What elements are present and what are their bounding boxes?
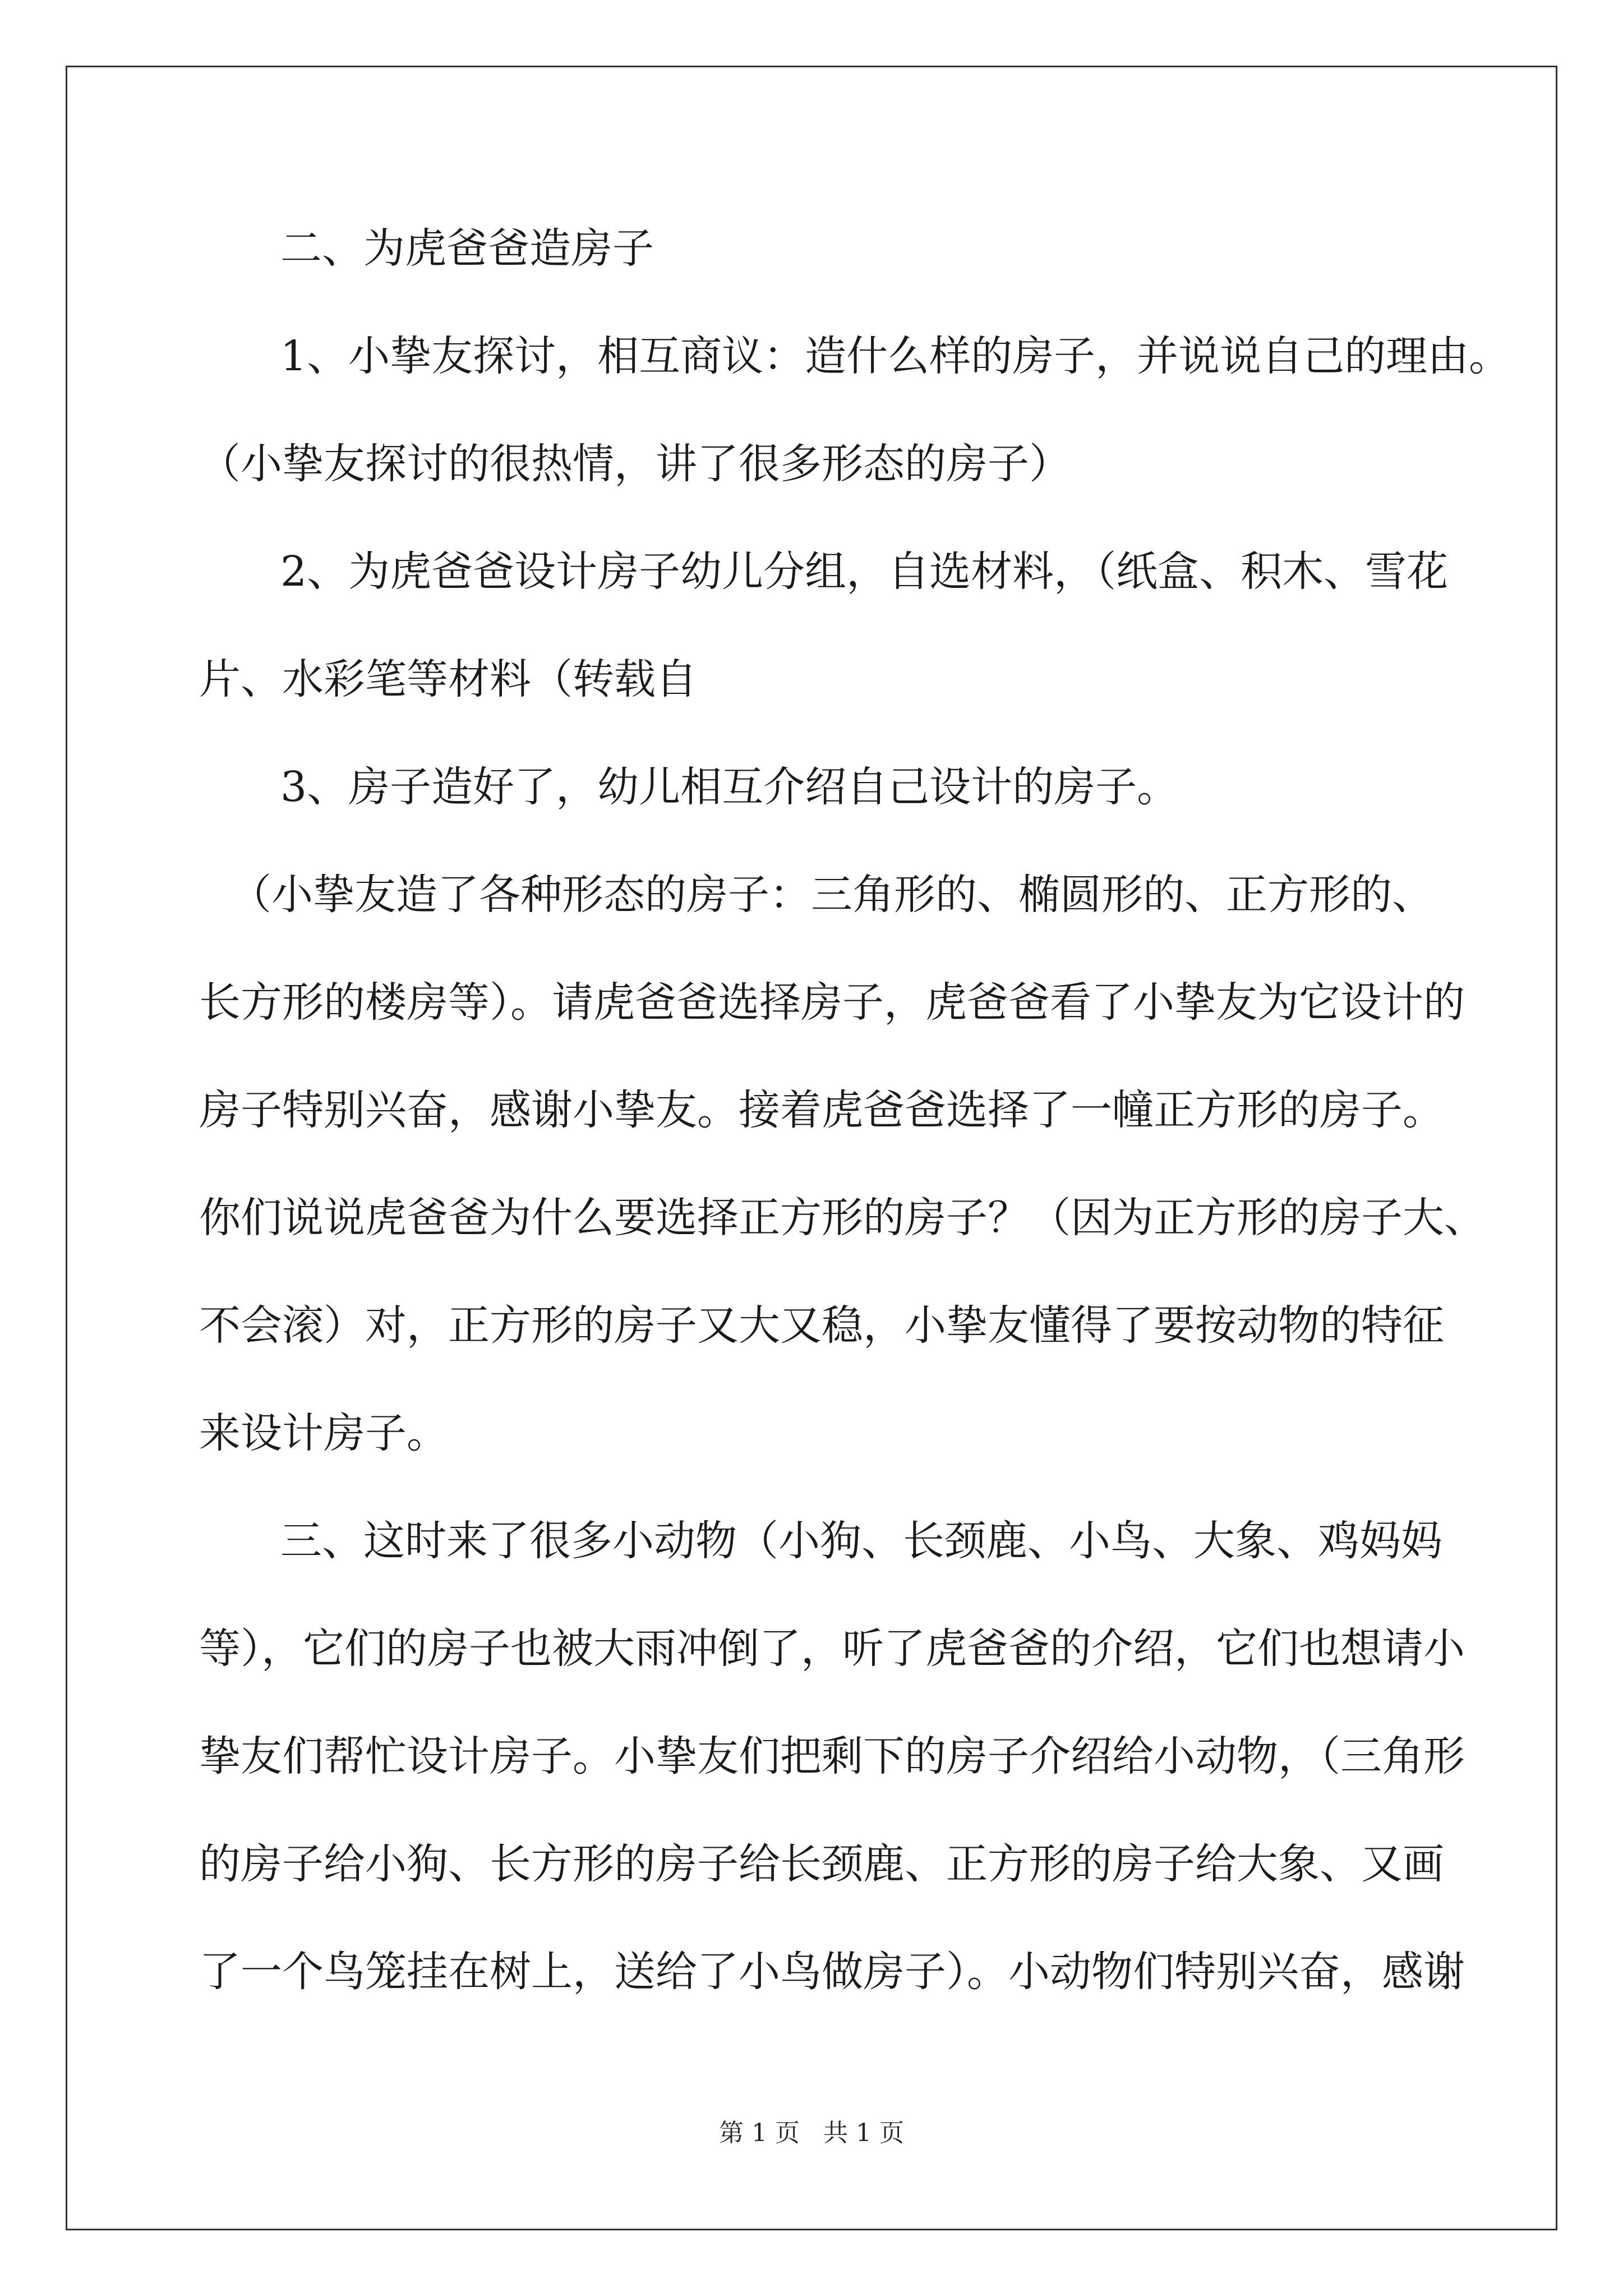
paragraph-line-1: 1、小挚友探讨，相互商议：造什么样的房子，并说说自己的理由。	[280, 332, 1511, 380]
heading-section-two: 二、为虎爸爸造房子	[280, 224, 654, 273]
heading-section-three: 三、这时来了很多小动物（小狗、长颈鹿、小鸟、大象、鸡妈妈	[280, 1517, 1442, 1565]
page-number-footer: 第 1 页 共 1 页	[719, 2119, 904, 2147]
paragraph-line-8: 房子特别兴奋，感谢小挚友。接着虎爸爸选择了一幢正方形的房子。	[199, 1086, 1444, 1134]
paragraph-line-16: 了一个鸟笼挂在树上，送给了小鸟做房子）。小动物们特别兴奋，感谢	[199, 1948, 1465, 1996]
paragraph-line-13: 等），它们的房子也被大雨冲倒了，听了虎爸爸的介绍，它们也想请小	[199, 1625, 1465, 1673]
page-border	[66, 66, 1557, 2230]
paragraph-line-2: （小挚友探讨的很热情，讲了很多形态的房子）	[199, 440, 1071, 488]
paragraph-line-3: 2、为虎爸爸设计房子幼儿分组，自选材料，（纸盒、积木、雪花	[280, 547, 1449, 596]
paragraph-line-14: 挚友们帮忙设计房子。小挚友们把剩下的房子介绍给小动物，（三角形	[199, 1732, 1465, 1780]
paragraph-line-6: （小挚友造了各种形态的房子：三角形的、椭圆形的、正方形的、	[230, 871, 1433, 919]
paragraph-line-9: 你们说说虎爸爸为什么要选择正方形的房子？（因为正方形的房子大、	[199, 1194, 1486, 1242]
paragraph-line-11: 来设计房子。	[199, 1409, 448, 1457]
paragraph-line-4: 片、水彩笔等材料（转载自	[199, 655, 697, 703]
paragraph-line-7: 长方形的楼房等）。请虎爸爸选择房子，虎爸爸看了小挚友为它设计的	[199, 978, 1465, 1027]
paragraph-line-10: 不会滚）对，正方形的房子又大又稳，小挚友懂得了要按动物的特征	[199, 1301, 1444, 1350]
paragraph-line-15: 的房子给小狗、长方形的房子给长颈鹿、正方形的房子给大象、又画	[199, 1840, 1444, 1888]
paragraph-line-5: 3、房子造好了，幼儿相互介绍自己设计的房子。	[280, 763, 1179, 811]
